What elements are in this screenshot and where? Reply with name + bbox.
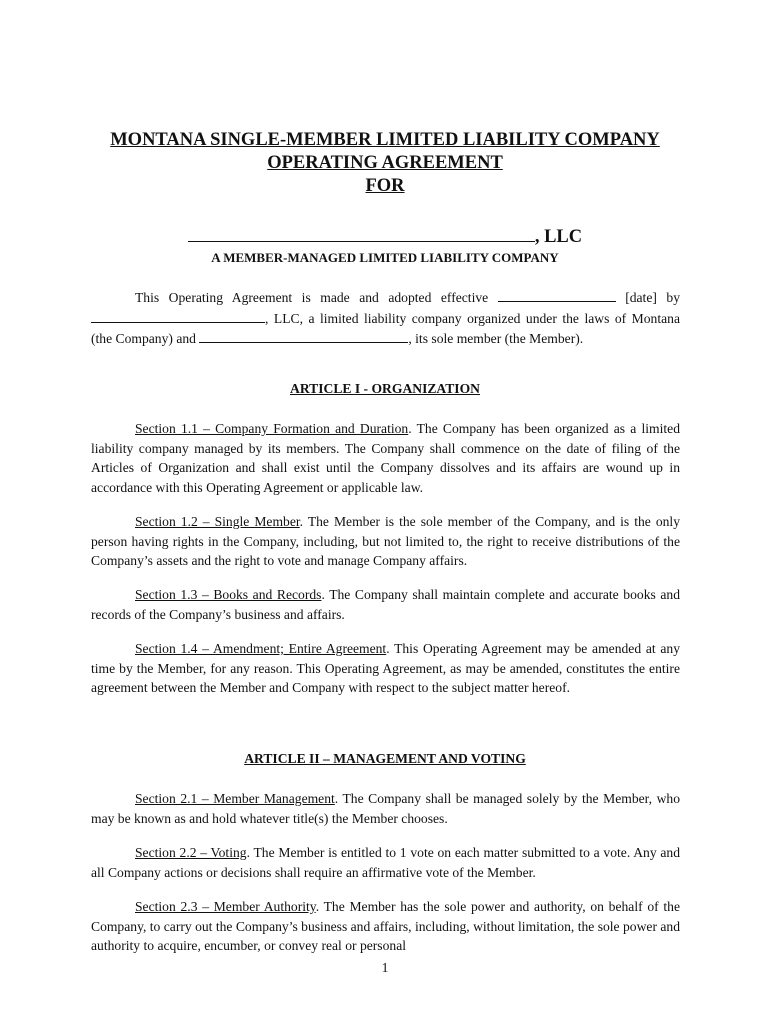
section-1-3-title: Section 1.3 – Books and Records — [135, 587, 322, 602]
section-2-2 — [91, 843, 680, 882]
intro-text-2: [date] by — [615, 290, 680, 305]
date-blank[interactable] — [498, 287, 616, 302]
section-2-1-body: . The Company shall be managed solely by the Member, who may be known as and hold whatever title(s) the Member chooses. — [91, 791, 680, 826]
intro-paragraph — [91, 287, 680, 349]
section-2-1-title: Section 2.1 – Member Management — [135, 791, 335, 806]
section-2-2-title: Section 2.2 – Voting — [135, 845, 247, 860]
company-name-line — [0, 225, 770, 248]
section-2-3 — [91, 897, 680, 956]
document-title — [0, 129, 770, 198]
article-2-heading: ARTICLE II – MANAGEMENT AND VOTING — [244, 751, 526, 766]
section-1-3 — [91, 585, 680, 624]
section-2-3-title: Section 2.3 – Member Authority — [135, 899, 316, 914]
intro-text-1: This Operating Agreement is made and adopted effective — [135, 290, 498, 305]
section-1-2-title: Section 1.2 – Single Member — [135, 514, 300, 529]
title-line-1: MONTANA SINGLE-MEMBER LIMITED LIABILITY COMPANY — [110, 130, 660, 150]
member-blank[interactable] — [199, 328, 408, 343]
article-1-heading: ARTICLE I - ORGANIZATION — [290, 381, 480, 396]
company-suffix: , LLC — [534, 227, 583, 247]
section-1-4 — [91, 639, 680, 698]
page-number: 1 — [381, 960, 389, 975]
section-1-4-body: . This Operating Agreement may be amended at any time by the Member, for any reason. This Operating Agreement, as may be amended, constitutes the entire agreement between the Member and Company with respect to the subject matter hereof. — [91, 641, 680, 695]
section-1-2-body: . The Member is the sole member of the Company, and is the only person having rights in the Company, including, but not limited to, the right to receive distributions of the Company’s assets and the right to vote and manage Company affairs. — [91, 514, 681, 568]
section-2-1 — [91, 789, 680, 828]
section-2-3-body: . The Member has the sole power and authority, on behalf of the Company, to carry out the Company’s business and affairs, including, without limitation, the sole power and authority to acquire, encumber, or convey real or personal — [91, 899, 680, 953]
title-line-3: FOR — [365, 176, 405, 196]
intro-text-3: , LLC, a limited liability company organized under the laws of Montana (the Company) and — [91, 310, 680, 346]
section-1-1-body: . The Company has been organized as a limited liability company managed by its members. The Company shall commence on the date of filing of the Articles of Organization and shall exist until the Company dissolves and its affairs are wound up in accordance with this Operating Agreement or applicable law. — [91, 421, 680, 495]
section-1-1 — [91, 419, 680, 497]
section-1-4-title: Section 1.4 – Amendment; Entire Agreement — [135, 641, 387, 656]
section-1-2 — [91, 512, 680, 571]
company-name-blank[interactable] — [188, 225, 535, 242]
intro-text-4: , its sole member (the Member). — [408, 331, 584, 346]
section-2-2-body: . The Member is entitled to 1 vote on each matter submitted to a vote. Any and all Company actions or decisions shall require an affirmative vote of the Member. — [91, 845, 680, 880]
company-blank[interactable] — [91, 308, 265, 323]
title-line-2: OPERATING AGREEMENT — [267, 153, 503, 173]
section-1-3-body: . The Company shall maintain complete and accurate books and records of the Company’s business and affairs. — [91, 587, 680, 622]
section-1-1-title: Section 1.1 – Company Formation and Duration — [135, 421, 409, 436]
document-subtitle: A MEMBER-MANAGED LIMITED LIABILITY COMPANY — [211, 250, 559, 265]
